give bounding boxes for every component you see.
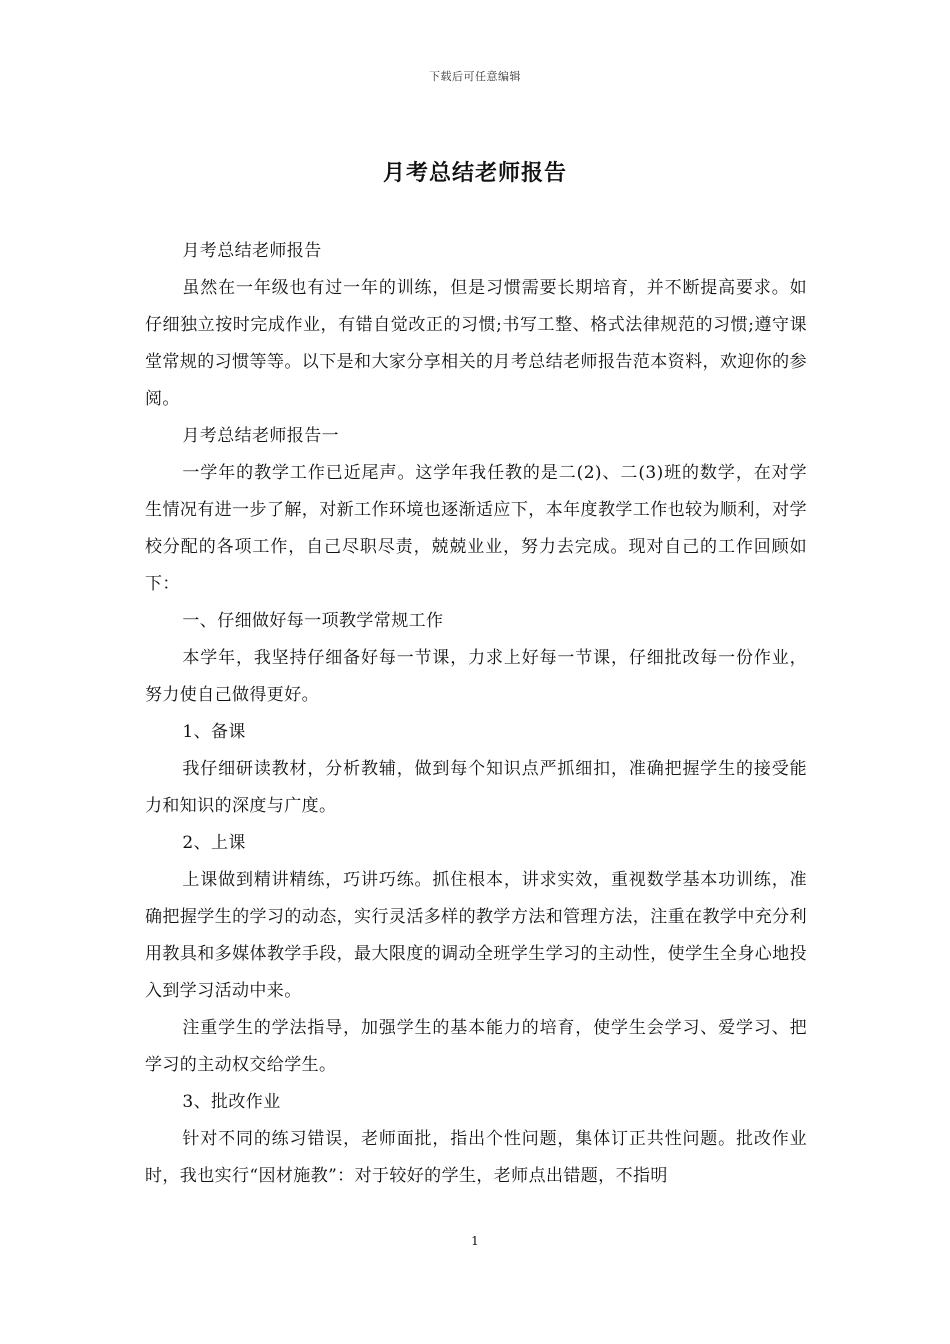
- paragraph-overview: 一学年的教学工作已近尾声。这学年我任教的是二(2)、二(3)班的数学，在对学生情况有进一步了解，对新工作环境也逐渐适应下，本年度教学工作也较为顺利，对学校分配的各项工作，自己尽职尽责，兢兢业业，努力去完成。现对自己的工作回顾如下：: [145, 463, 807, 594]
- subheading-homework: 3、批改作业: [182, 1092, 281, 1112]
- section-heading-report-one: 月考总结老师报告一: [182, 426, 339, 446]
- document-body: [145, 233, 807, 1195]
- document-title: 月考总结老师报告: [382, 160, 567, 186]
- paragraph-lesson-prep: 我仔细研读教材，分析教辅，做到每个知识点严抓细扣，准确把握学生的接受能力和知识的深度与广度。: [145, 759, 807, 816]
- paragraph-teaching: 上课做到精讲精练，巧讲巧练。抓住根本，讲求实效，重视数学基本功训练，准确把握学生的学习的动态，实行灵活多样的教学方法和管理方法，注重在教学中充分利用教具和多媒体教学手段，最大限度的调动全班学生学习的主动性，使学生全身心地投入到学习活动中来。: [145, 870, 807, 1001]
- subheading-teaching: 2、上课: [182, 833, 246, 853]
- section-heading-routine-work: 一、仔细做好每一项教学常规工作: [182, 611, 444, 631]
- paragraph-intro: 虽然在一年级也有过一年的训练，但是习惯需要长期培育，并不断提高要求。如仔细独立按时完成作业，有错自觉改正的习惯;书写工整、格式法律规范的习惯;遵守课堂常规的习惯等等。以下是和大家分享相关的月考总结老师报告范本资料，欢迎你的参阅。: [145, 278, 807, 409]
- subheading-lesson-prep: 1、备课: [182, 722, 246, 742]
- paragraph-study-guidance: 注重学生的学法指导，加强学生的基本能力的培育，使学生会学习、爱学习、把学习的主动权交给学生。: [145, 1018, 807, 1075]
- page-number: 1: [471, 1234, 479, 1248]
- paragraph-homework: 针对不同的练习错误，老师面批，指出个性问题，集体订正共性问题。批改作业时，我也实行“因材施教”：对于较好的学生，老师点出错题，不指明: [145, 1129, 807, 1186]
- paragraph-routine-work: 本学年，我坚持仔细备好每一节课，力求上好每一节课，仔细批改每一份作业，努力使自己做得更好。: [145, 648, 807, 705]
- header-note: 下载后可任意编辑: [429, 70, 521, 83]
- paragraph-subtitle: 月考总结老师报告: [182, 241, 322, 261]
